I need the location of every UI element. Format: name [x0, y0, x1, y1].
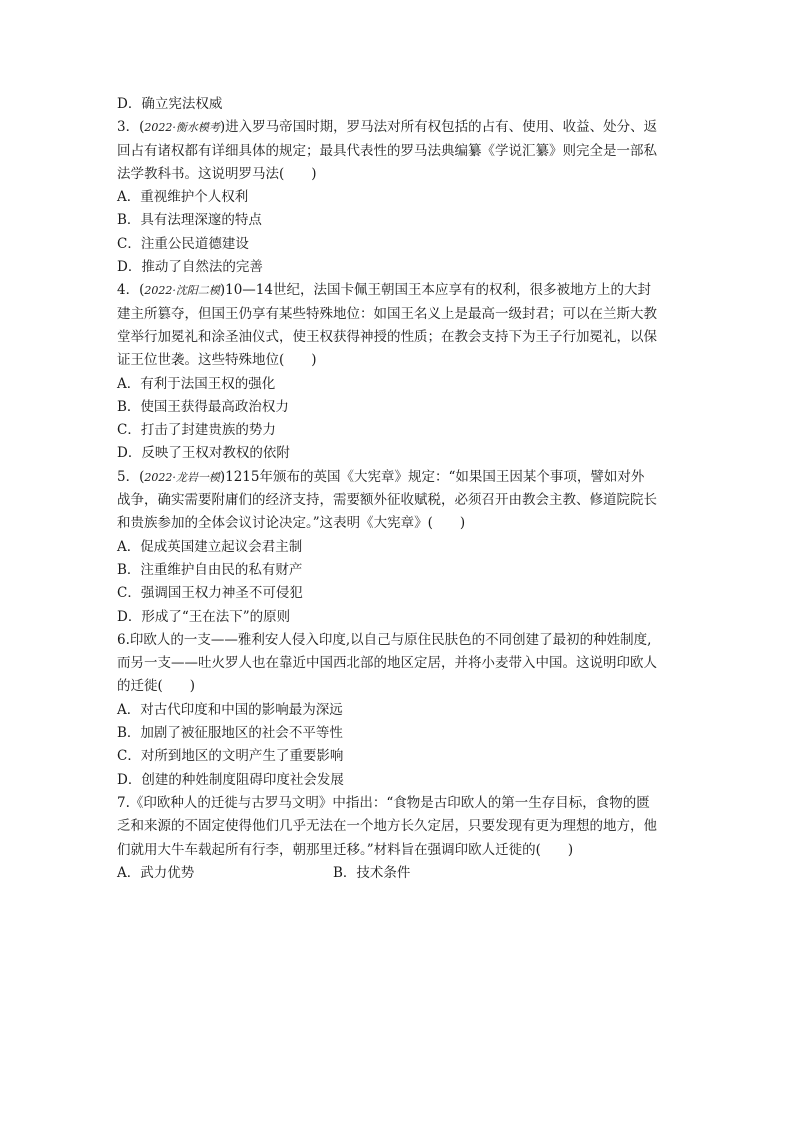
q4-stem-text: )10—14世纪，法国卡佩王朝国王本应享有的权利，很多被地方上的大封 [219, 282, 651, 299]
q5-stem-line-1 [117, 466, 683, 489]
q3-option-c: C．注重公民道德建设 [117, 235, 249, 252]
q5-option-d: D．形成了“王在法下”的原则 [117, 608, 291, 625]
q4-stem-line-4: 证王位世袭。这些特殊地位( ) [117, 352, 317, 369]
q3-option-a: A．重视维护个人权利 [117, 189, 249, 206]
q3-option-b: B．具有法理深邃的特点 [117, 212, 262, 229]
q3-stem-line-3: 法学教科书。这说明罗马法( ) [117, 165, 317, 182]
q6-option-b: B．加剧了被征服地区的社会不平等性 [117, 725, 343, 742]
q7-stem-line-3: 们就用大牛车载起所有行李，朝那里迁移。”材料旨在强调印欧人迁徙的( ) [117, 841, 574, 858]
q4-option-d: D．反映了王权对教权的依附 [117, 445, 290, 462]
q5-option-a: A．促成英国建立起议会君主制 [117, 538, 303, 555]
q7-option-a: A．武力优势 [117, 864, 195, 881]
q4-stem-line-2: 建主所篡夺，但国王仍享有某些特殊地位：如国王名义上是最高一级封君；可以在兰斯大教 [117, 305, 657, 322]
q7-options-row [117, 862, 683, 885]
q6-option-c: C．对所到地区的文明产生了重要影响 [117, 748, 344, 765]
q7-stem-line-2: 乏和来源的不固定使得他们几乎无法在一个地方长久定居，只要发现有更为理想的地方，他 [117, 818, 657, 835]
q3-stem-text: )进入罗马帝国时期，罗马法对所有权包括的占有、使用、收益、处分、返 [219, 119, 658, 136]
q4-stem-line-3: 堂举行加冕礼和涂圣油仪式，使王权获得神授的性质；在教会支持下为王子行加冕礼，以保 [117, 328, 657, 345]
document-page [117, 93, 683, 885]
q5-option-b: B．注重维护自由民的私有财产 [117, 561, 303, 578]
q6-option-a: A．对古代印度和中国的影响最为深远 [117, 701, 343, 718]
q3-option-d: D．推动了自然法的完善 [117, 259, 263, 276]
q2-option-d: D．确立宪法权威 [117, 96, 223, 112]
q3-stem-line-2: 回占有诸权都有详细具体的规定；最具代表性的罗马法典编纂《学说汇纂》则完全是一部私 [117, 142, 657, 159]
q4-number: 4．( [117, 282, 145, 299]
q5-stem-text: )1215年颁布的英国《大宪章》规定：“如果国王因某个事项，譬如对外 [219, 468, 645, 485]
q5-option-c: C．强调国王权力神圣不可侵犯 [117, 585, 303, 602]
q3-number: 3．( [117, 119, 145, 136]
q5-stem-line-2: 战争，确实需要附庸们的经济支持，需要额外征收赋税，必须召开由教会主教、修道院院长 [117, 492, 657, 509]
q4-option-b: B．使国王获得最高政治权力 [117, 398, 289, 415]
q3-source: 2022·衡水模考 [144, 121, 220, 135]
q4-option-c: C．打击了封建贵族的势力 [117, 422, 276, 439]
q6-stem-line-2: 而另一支——吐火罗人也在靠近中国西北部的地区定居，并将小麦带入中国。这说明印欧人 [117, 655, 657, 672]
q5-source: 2022·龙岩一模 [144, 470, 220, 484]
q6-stem-line-1: 6.印欧人的一支——雅利安人侵入印度,以自己与原住民肤色的不同创建了最初的种姓制度, [117, 631, 652, 648]
q7-option-b: B．技术条件 [333, 864, 411, 881]
q4-source: 2022·沈阳二模 [144, 284, 220, 298]
q7-stem-line-1: 7.《印欧种人的迁徙与古罗马文明》中指出：“食物是古印欧人的第一生存目标，食物的匮 [117, 794, 650, 811]
q5-number: 5．( [117, 468, 145, 485]
q6-stem-line-3: 的迁徙( ) [117, 678, 196, 695]
q3-stem-line-1 [117, 116, 683, 139]
q4-option-a: A．有利于法国王权的强化 [117, 375, 276, 392]
q5-stem-line-3: 和贵族参加的全体会议讨论决定。”这表明《大宪章》( ) [117, 515, 466, 532]
q6-option-d: D．创建的种姓制度阻碍印度社会发展 [117, 771, 344, 788]
q4-stem-line-1 [117, 279, 683, 302]
